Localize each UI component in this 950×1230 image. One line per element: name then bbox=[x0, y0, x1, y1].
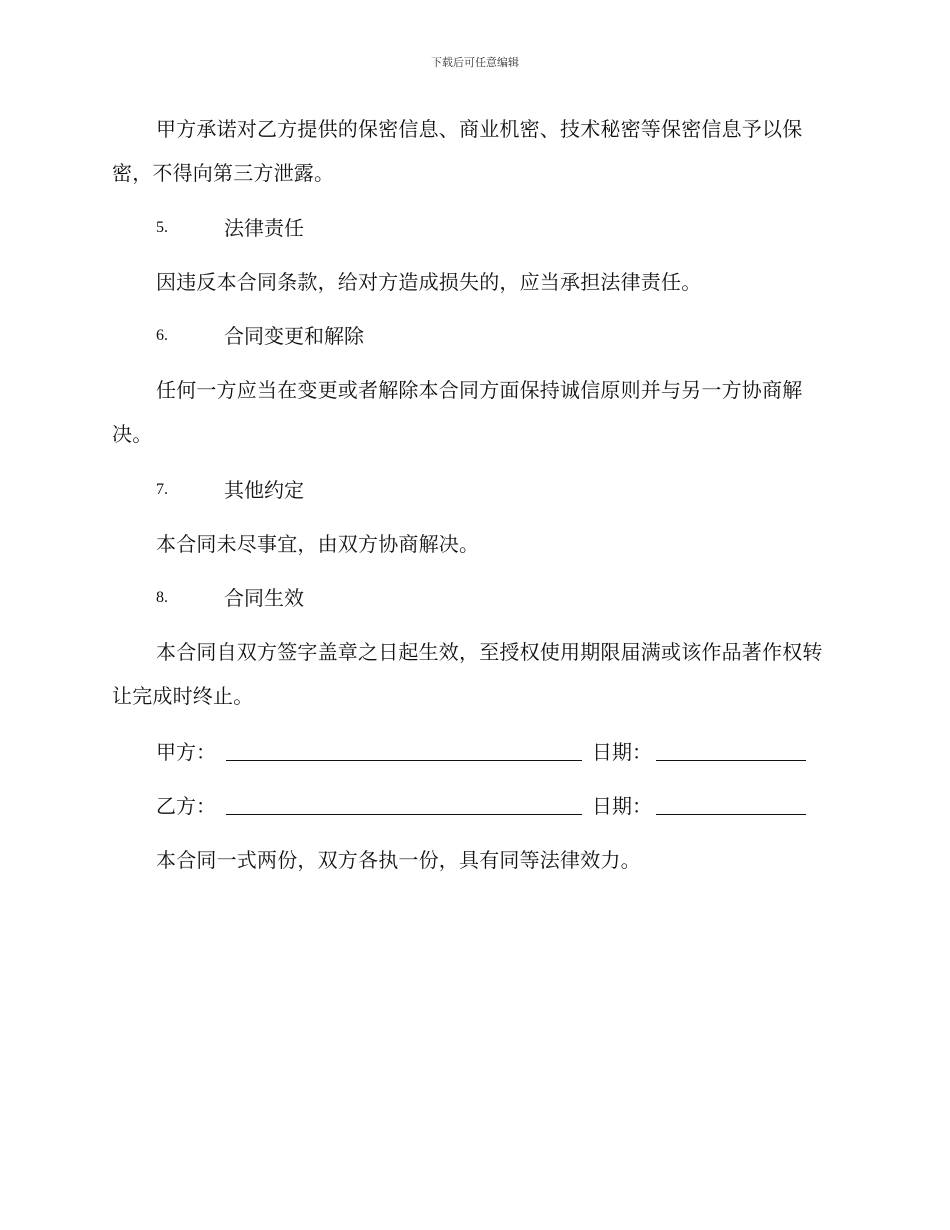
section-title: 合同变更和解除 bbox=[224, 324, 364, 348]
party-a-signature-blank[interactable] bbox=[226, 760, 582, 761]
confidentiality-paragraph: 甲方承诺对乙方提供的保密信息、商业机密、技术秘密等保密信息予以保密，不得向第三方泄露。 bbox=[112, 117, 803, 185]
section-title: 其他约定 bbox=[224, 478, 304, 502]
section-content-modification: 任何一方应当在变更或者解除本合同方面保持诚信原则并与另一方协商解决。 bbox=[112, 378, 803, 446]
section-title: 合同生效 bbox=[224, 586, 304, 610]
section-content-other: 本合同未尽事宜，由双方协商解决。 bbox=[156, 532, 480, 556]
party-a-date-blank[interactable] bbox=[656, 760, 806, 761]
section-number: 6. bbox=[156, 327, 168, 344]
section-number: 5. bbox=[156, 219, 168, 236]
section-number: 8. bbox=[156, 589, 168, 606]
party-b-date-blank[interactable] bbox=[656, 814, 806, 815]
section-number: 7. bbox=[156, 481, 168, 498]
closing-paragraph: 本合同一式两份，双方各执一份，具有同等法律效力。 bbox=[156, 848, 641, 872]
page-header: 下载后可任意编辑 bbox=[431, 56, 519, 69]
section-content-effectiveness: 本合同自双方签字盖章之日起生效，至授权使用期限届满或该作品著作权转让完成时终止。 bbox=[112, 640, 823, 708]
party-a-label: 甲方： bbox=[156, 740, 216, 764]
section-content-liability: 因违反本合同条款，给对方造成损失的，应当承担法律责任。 bbox=[156, 270, 702, 294]
party-b-label: 乙方： bbox=[156, 794, 216, 818]
party-b-signature-blank[interactable] bbox=[226, 814, 582, 815]
party-a-date-label: 日期： bbox=[592, 740, 652, 764]
section-title: 法律责任 bbox=[224, 216, 304, 240]
party-b-date-label: 日期： bbox=[592, 794, 652, 818]
